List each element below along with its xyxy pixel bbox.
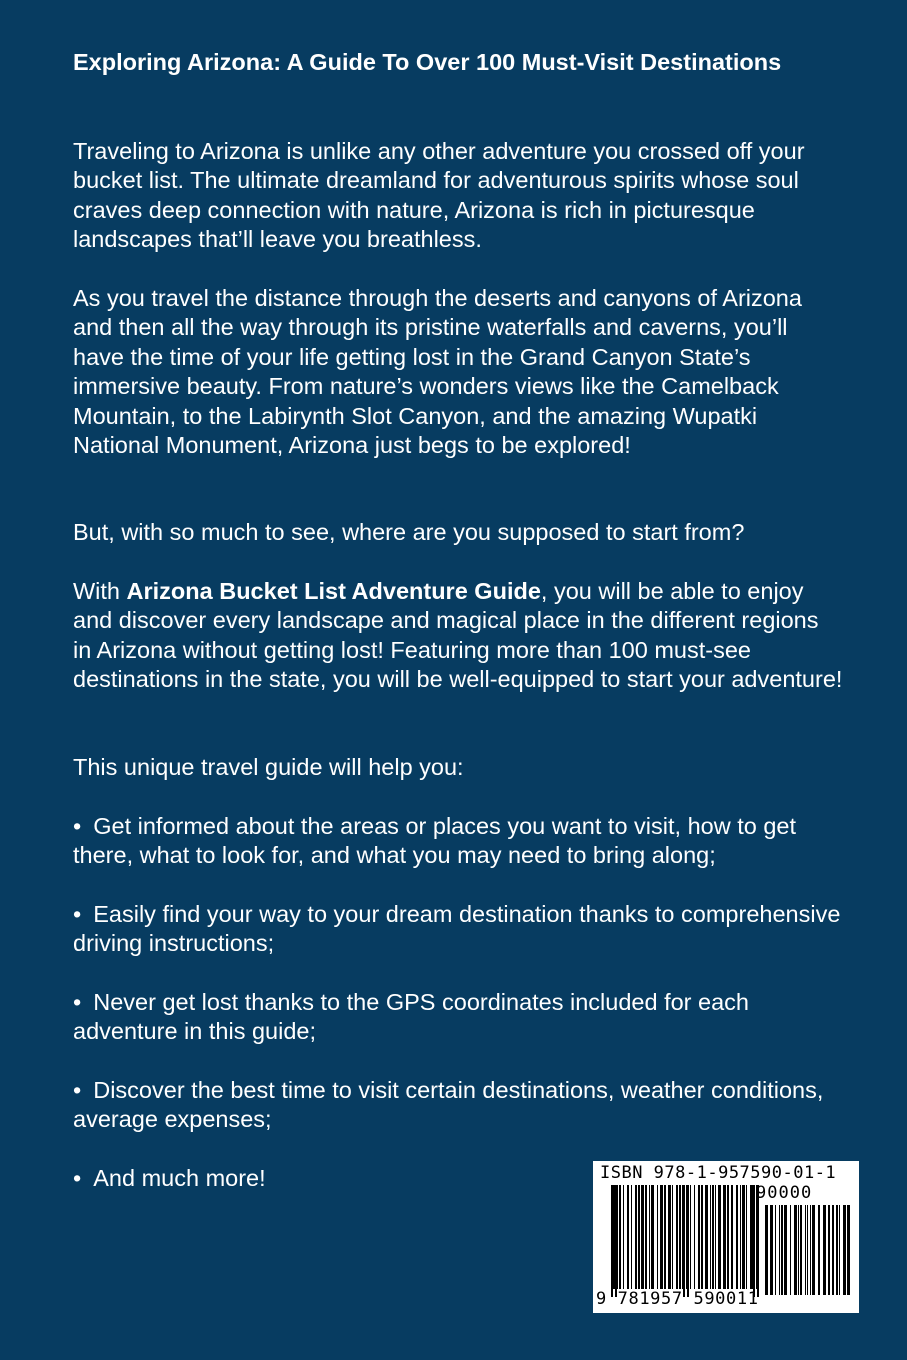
guide-prefix: With: [73, 578, 127, 604]
bullet-text: Discover the best time to visit certain destinations, weather conditions, average expenses;: [73, 1077, 824, 1133]
bullet-item: [73, 900, 843, 959]
isbn-barcode: [593, 1161, 859, 1313]
isbn-label: ISBN 978-1-957590-01-1: [600, 1163, 837, 1183]
bullet-dot-icon: •: [73, 1165, 82, 1191]
description-paragraph: As you travel the distance through the deserts and canyons of Arizona and then all the way through its pristine waterfalls and caverns, you’ll have the time of your life getting lost in the Grand Canyon State’s immersive beauty. From nature’s wonders views like the Camelback Mountain, to the Labirynth Slot Canyon, and the amazing Wupatki National Monument, Arizona just begs to be explored!: [73, 285, 802, 459]
guide-rest: , you will be able to enjoy and discover every landscape and magical place in the different regions in Arizona without getting lost! Featuring more than 100 must-see destinations in the state, you will be well-equipped to start your adventure!: [73, 578, 843, 693]
bullet-text: And much more!: [93, 1165, 266, 1191]
list-intro: This unique travel guide will help you:: [73, 754, 464, 780]
bullet-dot-icon: •: [73, 901, 82, 927]
bullet-text: Easily find your way to your dream destination thanks to comprehensive driving instructions;: [73, 901, 841, 957]
book-title: Exploring Arizona: A Guide To Over 100 Must-Visit Destinations: [73, 49, 782, 75]
bullet-item: [73, 1164, 573, 1193]
bullet-text: Never get lost thanks to the GPS coordinates included for each adventure in this guide;: [73, 989, 749, 1045]
bullet-dot-icon: •: [73, 989, 82, 1015]
price-code: 90000: [756, 1183, 813, 1203]
guide-book-name: Arizona Bucket List Adventure Guide: [126, 578, 541, 604]
question-paragraph: But, with so much to see, where are you supposed to start from?: [73, 519, 745, 545]
bullet-item: [73, 988, 843, 1047]
bullet-item: [73, 812, 843, 871]
ean-digits: 9 781957 590011: [596, 1289, 759, 1309]
bullet-text: Get informed about the areas or places you want to visit, how to get there, what to look for, and what you may need to bring along;: [73, 813, 797, 869]
bullet-item: [73, 1076, 843, 1135]
intro-paragraph: Traveling to Arizona is unlike any other adventure you crossed off your bucket list. The ultimate dreamland for adventurous spirits whose soul craves deep connection with nature, Arizona is rich in picturesque landscapes that’ll leave you breathless.: [73, 138, 805, 253]
guide-paragraph: [73, 577, 843, 695]
bullet-dot-icon: •: [73, 813, 82, 839]
bullet-dot-icon: •: [73, 1077, 82, 1103]
